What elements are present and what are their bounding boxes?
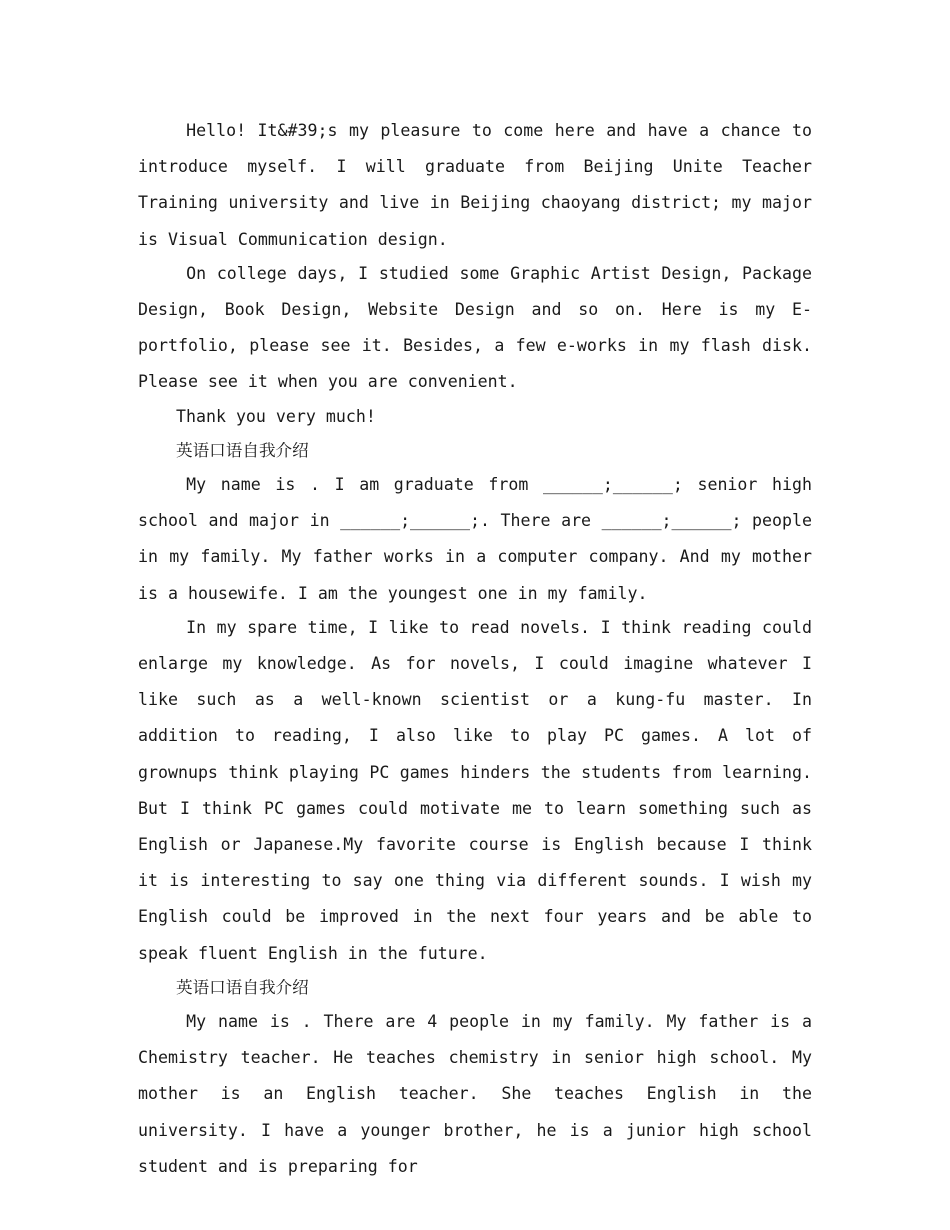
paragraph-hobbies: In my spare time, I like to read novels. I think reading could enlarge my knowledge. As for novels, I could imagine whatever I like such as a well-known scientist or a kung-fu master. In addition to reading, I also like to play PC games. A lot of grownups think playing PC games hinders the students from learning. But I think PC games could motivate me to learn something such as English or Japanese.My favorite course is English because I think it is interesting to say one thing via different sounds. I wish my English could be improved in the next four years and be able to speak fluent English in the future. xyxy=(138,617,812,963)
paragraph-college: On college days, I studied some Graphic Artist Design, Package Design, Book Design, Website Design and so on. Here is my E-portfolio, please see it. Besides, a few e-works in my flash disk. Please see it when you are convenient. xyxy=(138,263,812,392)
paragraph-family-2: My name is . There are 4 people in my family. My father is a Chemistry teacher. He teaches chemistry in senior high school. My mother is an English teacher. She teaches English in the university. I have a younger brother, he is a junior high school student and is preparing for xyxy=(138,1012,812,1176)
thanks-line: Thank you very much! xyxy=(176,406,376,426)
section-heading-2: 英语口语自我介绍 xyxy=(176,977,309,997)
paragraph-family: My name is . I am graduate from ______;______; senior high school and major in ______;______;. There are ______;______; people in my family. My father works in a computer company. And my mother is a housewife. I am the youngest one in my family. xyxy=(138,475,812,603)
section-heading-1: 英语口语自我介绍 xyxy=(176,440,309,460)
paragraph-intro: Hello! It&#39;s my pleasure to come here and have a chance to introduce myself. I will graduate from Beijing Unite Teacher Training university and live in Beijing chaoyang district; my major is Visual Communication design. xyxy=(138,121,812,249)
document-body xyxy=(138,113,812,1183)
